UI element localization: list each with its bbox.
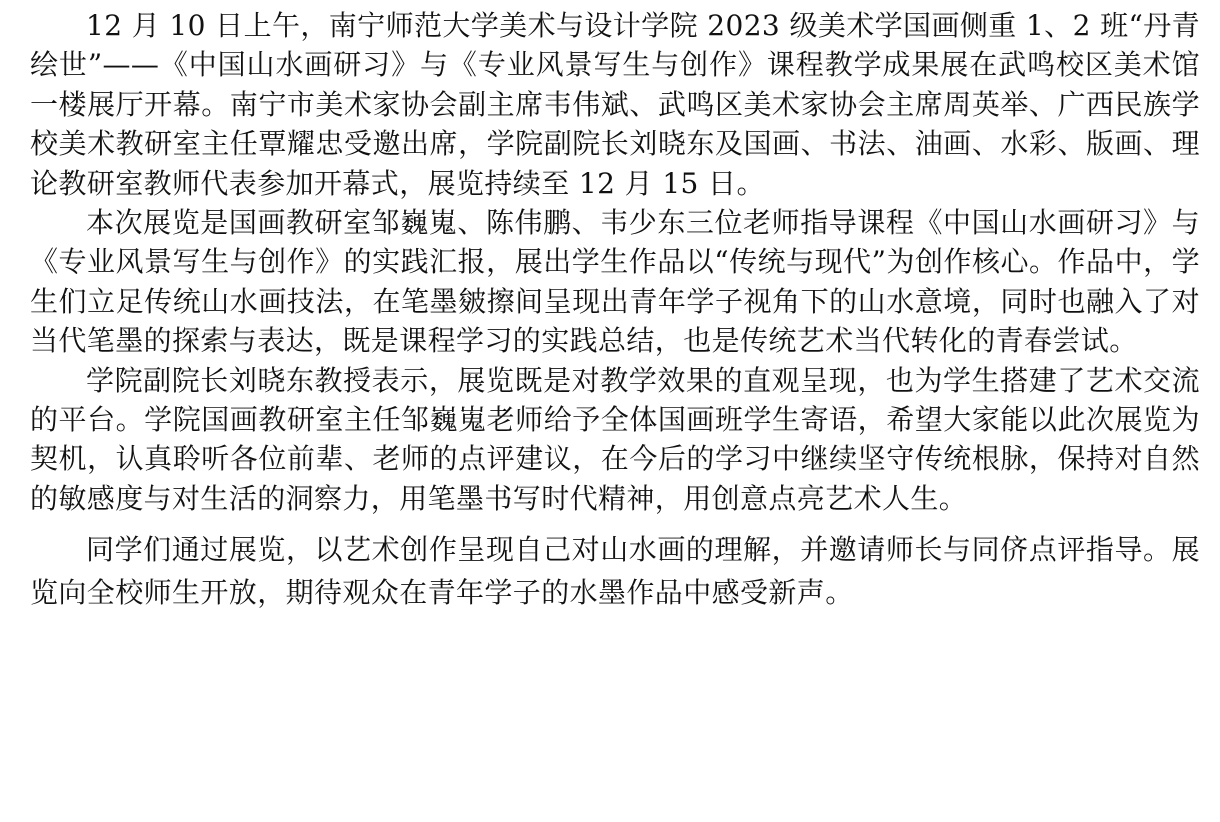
paragraph-closing: 同学们通过展览，以艺术创作呈现自己对山水画的理解，并邀请师长与同侪点评指导。展览向全校师生开放，期待观众在青年学子的水墨作品中感受新声。 [30, 533, 1200, 610]
paragraph-dean-remarks: 学院副院长刘晓东教授表示，展览既是对教学效果的直观呈现，也为学生搭建了艺术交流的平台。学院国画教研室主任邹巍嵬老师给予全体国画班学生寄语，希望大家能以此次展览为契机，认真聆听各位前辈、老师的点评建议，在今后的学习中继续坚守传统根脉，保持对自然的敏感度与对生活的洞察力，用笔墨书写时代精神，用创意点亮艺术人生。 [30, 363, 1200, 515]
paragraph-exhibition-content: 本次展览是国画教研室邹巍嵬、陈伟鹏、韦少东三位老师指导课程《中国山水画研习》与《专业风景写生与创作》的实践汇报，展出学生作品以“传统与现代”为创作核心。作品中，学生们立足传统山水画技法，在笔墨皴擦间呈现出青年学子视角下的山水意境，同时也融入了对当代笔墨的探索与表达，既是课程学习的实践总结，也是传统艺术当代转化的青春尝试。 [30, 206, 1200, 358]
paragraph-opening-ceremony: 12 月 10 日上午，南宁师范大学美术与设计学院 2023 级美术学国画侧重 1、2 班“丹青绘世”——《中国山水画研习》与《专业风景写生与创作》课程教学成果展在武鸣校区美术馆一楼展厅开幕。南宁市美术家协会副主席韦伟斌、武鸣区美术家协会主席周英举、广西民族学校美术教研室主任覃耀忠受邀出席，学院副院长刘晓东及国画、书法、油画、水彩、版画、理论教研室教师代表参加开幕式，展览持续至 12 月 15 日。 [30, 9, 1200, 200]
